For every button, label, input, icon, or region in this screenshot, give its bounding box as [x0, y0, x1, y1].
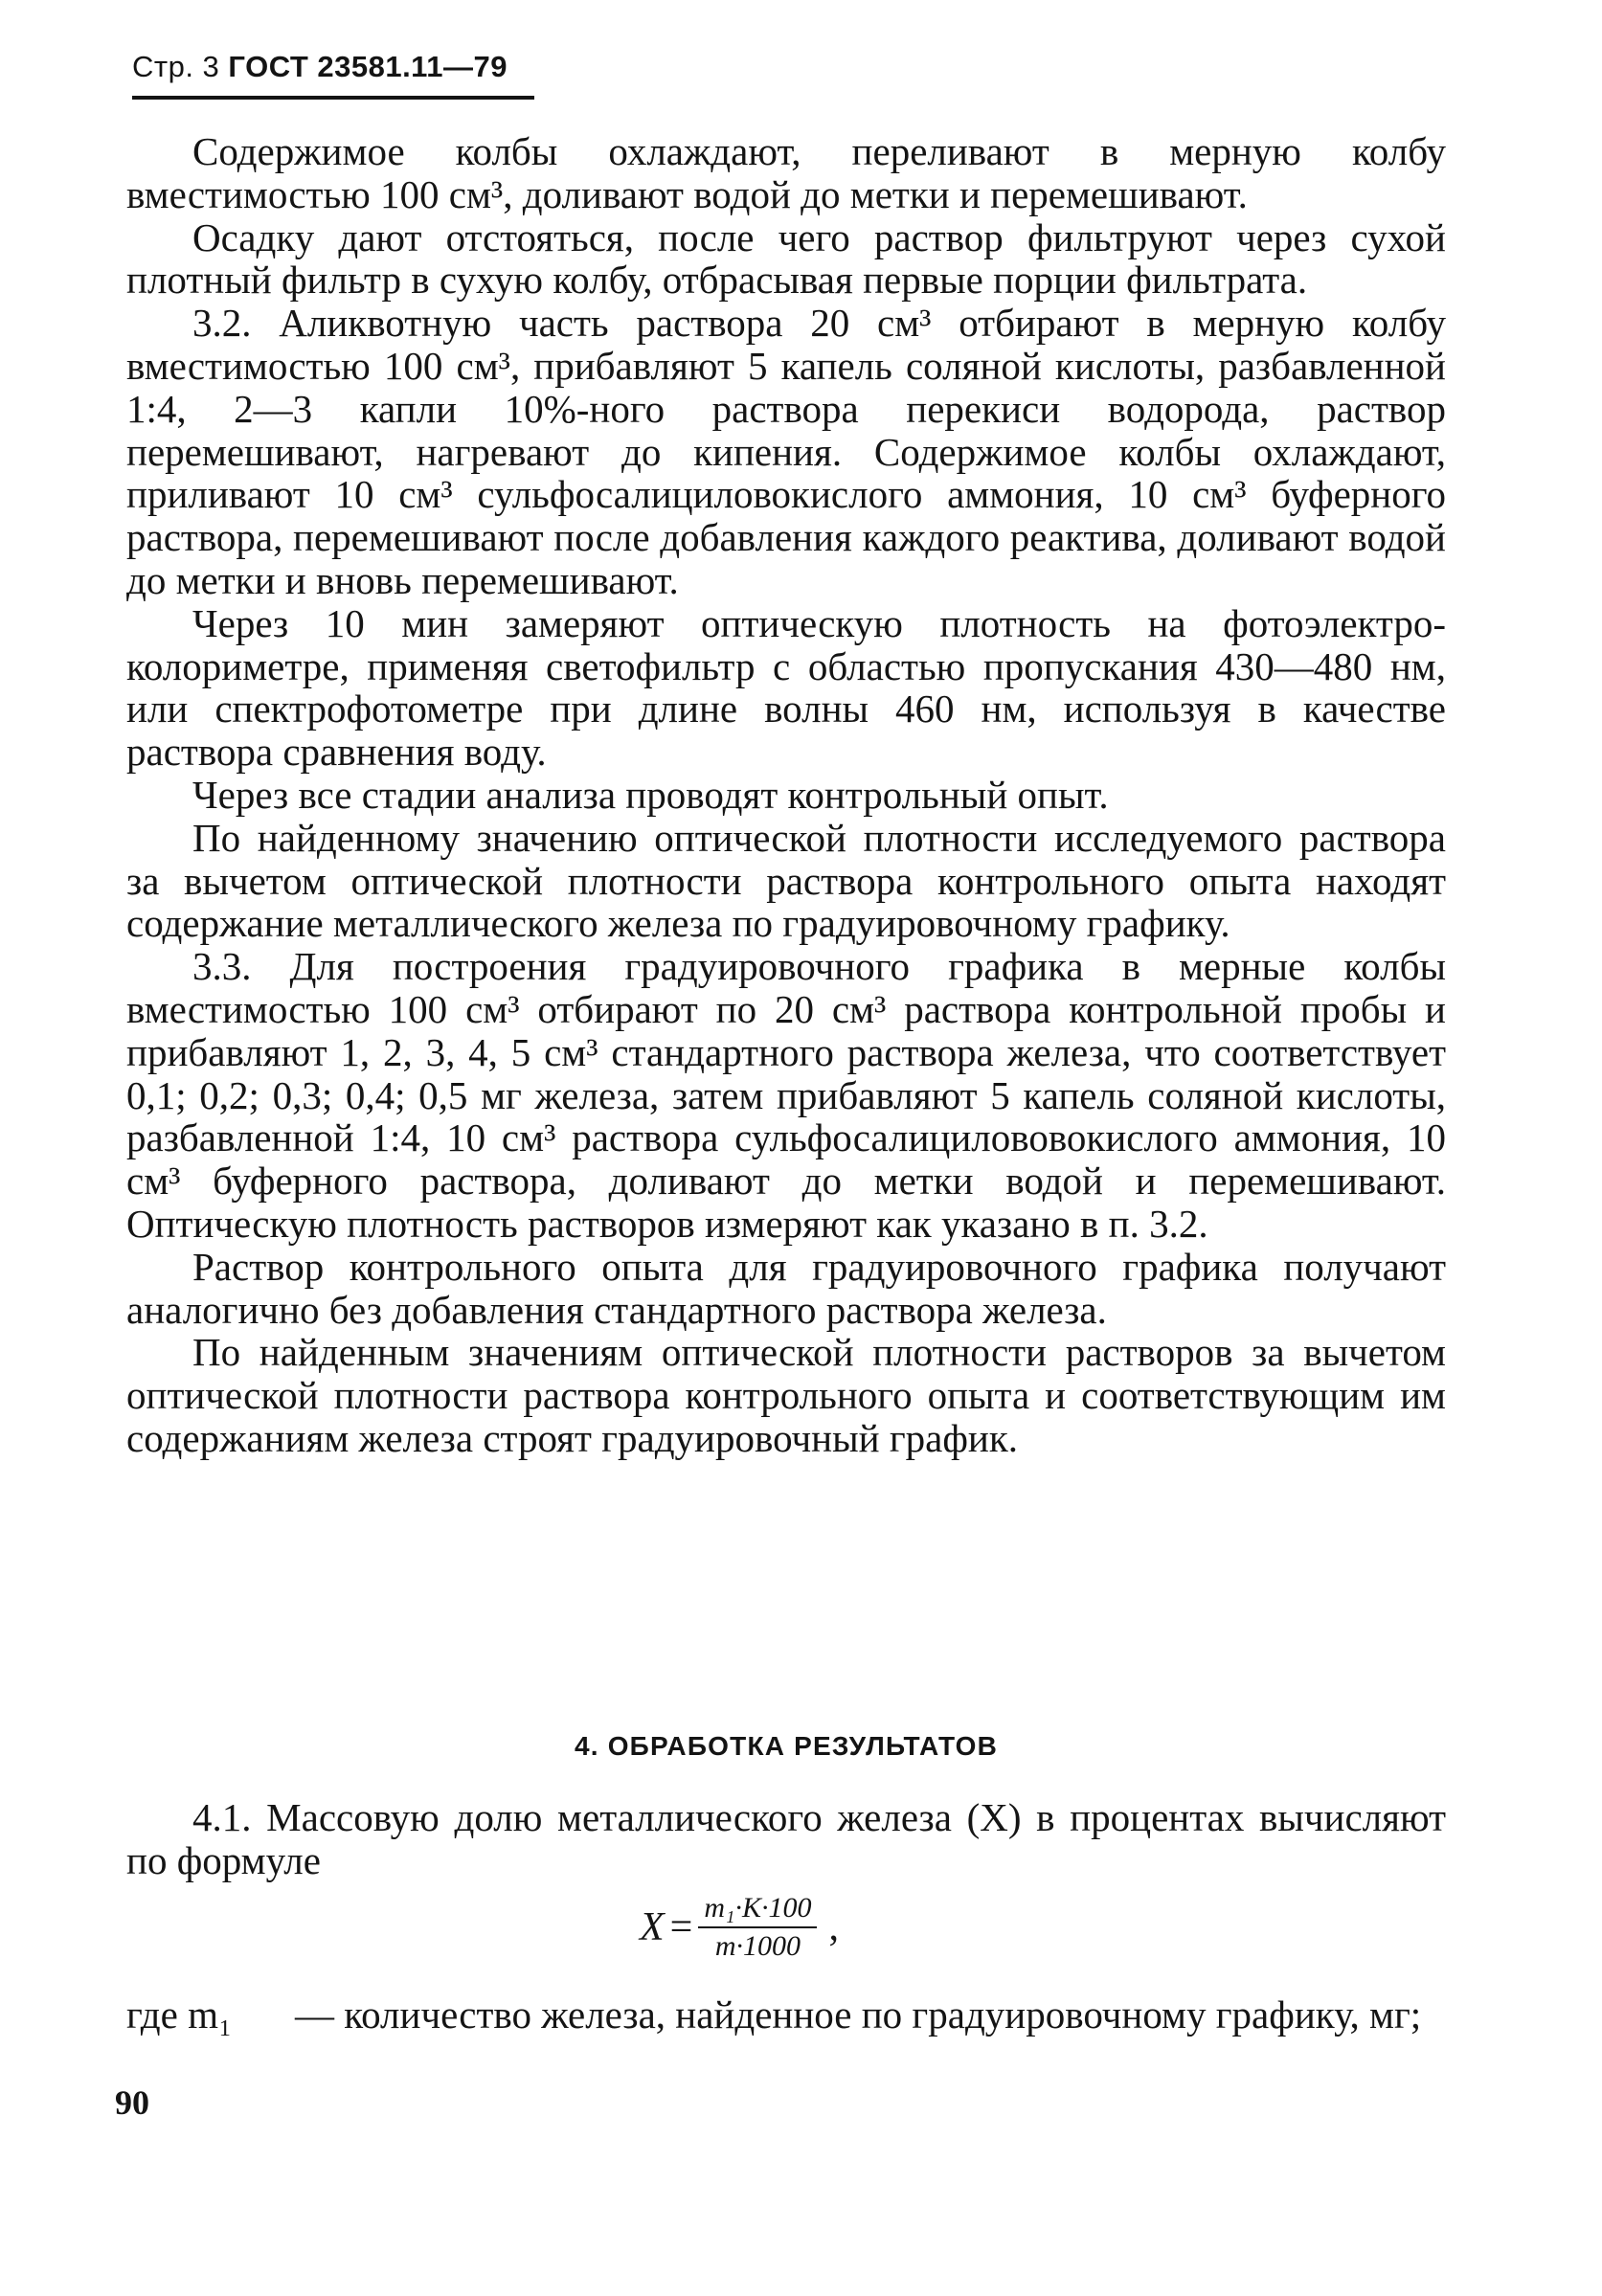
formula-comma: , — [828, 1905, 839, 1949]
body-text — [126, 130, 1446, 1460]
definition-term: где m₁ — [126, 1992, 233, 2037]
standard-number: ГОСТ 23581.11—79 — [228, 50, 508, 83]
paragraph: По найденному значению оптической плотности исследуемого раствора за вычетом оптической плотности раствора контрольного опыта находят содержание металлического железа по градуировочному графику. — [126, 815, 1446, 946]
paragraph-3-2: 3.2. Аликвотную часть раствора 20 см³ отбирают в мерную колбу вместимостью 100 см³, прибавляют 5 капель соляной кислоты, разбавленной 1:4, 2—3 капли 10%-ного раствора перекиси водорода, раствор перемешивают, нагревают до кипения. Содержимое колбы охлаждают, приливают 10 см³ сульфосалициловокислого аммония, 10 см³ буферного раствора, перемешивают после добавления каждого реактива, доливают водой до метки и вновь перемешивают. — [126, 301, 1446, 602]
header-rule — [132, 96, 534, 100]
formula-numerator: m₁·K·100 — [698, 1892, 817, 1928]
paragraph: Раствор контрольного опыта для градуировочного графика получают аналогично без добавления стандартного раствора железа. — [126, 1244, 1446, 1332]
definition-text: — количество железа, найденное по градуировочному графику, мг; — [295, 1992, 1422, 2037]
running-header — [132, 50, 508, 84]
paragraph-3-3: 3.3. Для построения градуировочного графика в мерные колбы вместимостью 100 см³ отбирают по 20 см³ раствора контрольной пробы и прибавляют 1, 2, 3, 4, 5 см³ стандартного раствора железа, что соответствует 0,1; 0,2; 0,3; 0,4; 0,5 мг железа, затем прибавляют 5 капель соляной кислоты, разбавленной 1:4, 10 см³ раствора сульфосалицилововокислого аммония, 10 см³ буферного раствора, доливают до метки водой и перемешивают. Оптическую плотность растворов измеряют как указано в п. 3.2. — [126, 944, 1446, 1246]
formula-denominator: m·1000 — [714, 1930, 801, 1962]
paragraph: Через 10 мин замеряют оптическую плотность на фотоэлектроколориметре, применяя светофильтр с областью пропускания 430—480 нм, или спектрофотометре при длине волны 460 нм, используя в качестве раствора сравнения воду. — [126, 600, 1446, 775]
formula-lhs: X — [640, 1905, 665, 1949]
paragraph: Содержимое колбы охлаждают, переливают в мерную колбу вместимостью 100 см³, доливают водой до метки и перемешивают. — [126, 129, 1446, 216]
paragraph: Через все стадии анализа проводят контрольный опыт. — [192, 772, 1109, 817]
paragraph: Осадку дают отстояться, после чего раствор фильтруют через сухой плотный фильтр в сухую колбу, отбрасывая первые порции фильтрата. — [126, 214, 1446, 303]
variable-definition — [126, 1993, 1446, 2037]
formula-fraction — [698, 1892, 817, 1963]
formula-equals: = — [669, 1905, 693, 1949]
section-heading: 4. ОБРАБОТКА РЕЗУЛЬТАТОВ — [574, 1731, 999, 1761]
paragraph: По найденным значениям оптической плотности растворов за вычетом оптической плотности раствора контрольного опыта и соответствующим им содержаниям железа строят градуировочный график. — [126, 1330, 1446, 1460]
page-number: 90 — [115, 2083, 149, 2122]
page-label: Стр. 3 — [132, 50, 220, 83]
formula — [640, 1892, 839, 1963]
paragraph-4-1: 4.1. Массовую долю металлического железа (X) в процентах вычисляют по формуле — [126, 1795, 1446, 1882]
